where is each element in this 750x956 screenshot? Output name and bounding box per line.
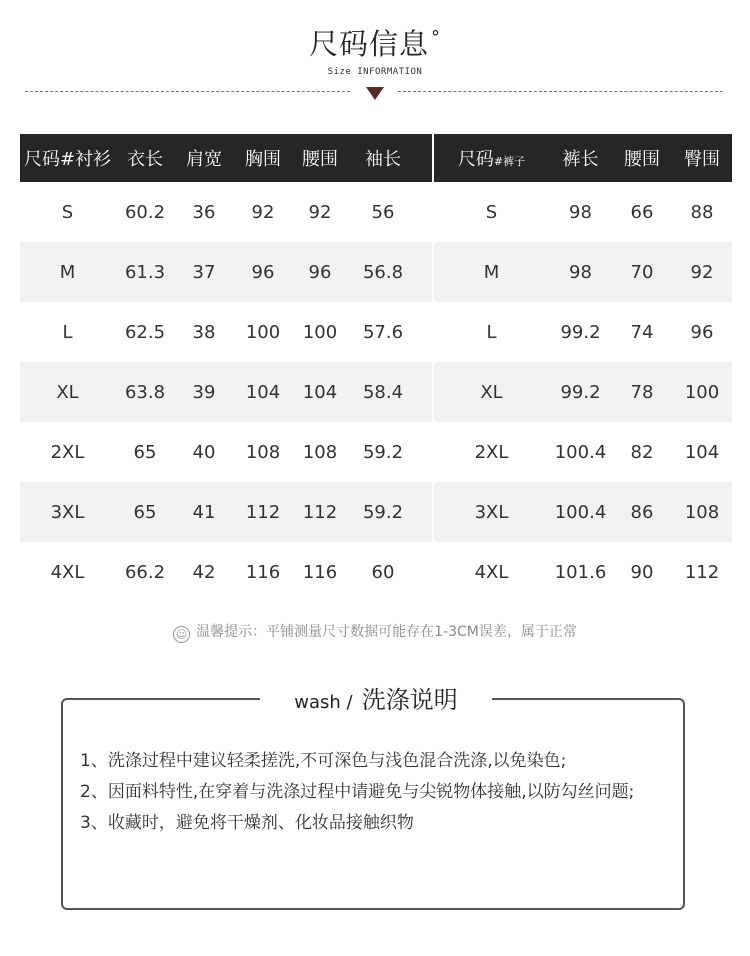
page-subtitle: Size INFORMATION: [327, 67, 423, 77]
measure-cell: 100: [684, 381, 720, 403]
header-cell: 腰围: [624, 149, 660, 170]
measure-cell: 70: [630, 261, 654, 283]
measure-cell: 56: [371, 201, 395, 223]
size-tables: [20, 134, 732, 612]
wash-list: [80, 746, 680, 839]
measure-cell: 37: [192, 261, 216, 283]
size-cell: 3XL: [474, 501, 509, 523]
size-cell: M: [59, 261, 76, 283]
size-cell: 4XL: [474, 561, 509, 583]
shirt-rows: [20, 182, 432, 602]
measure-cell: 104: [302, 381, 338, 403]
header-cell: 裤长: [562, 149, 599, 170]
measure-cell: 98: [569, 261, 592, 283]
measure-cell: 62.5: [124, 321, 166, 343]
wash-item: 3、收藏时，避免将干燥剂、化妆品接触织物: [80, 813, 414, 833]
header-cell: [434, 145, 549, 171]
header-cell: 胸围: [245, 149, 281, 170]
table-row: [434, 362, 732, 422]
table-row: [434, 542, 732, 602]
table-row: [20, 242, 432, 302]
size-cell: XL: [56, 381, 79, 403]
measure-cell: 41: [192, 501, 216, 523]
measure-cell: 63.8: [124, 381, 166, 403]
size-cell: M: [483, 261, 500, 283]
measure-cell: 100.4: [554, 501, 607, 523]
measure-cell: 96: [308, 261, 332, 283]
measure-cell: 40: [192, 441, 216, 463]
measure-cell: 104: [684, 441, 720, 463]
size-cell: S: [485, 201, 498, 223]
table-row: [434, 302, 732, 362]
measure-cell: 58.4: [362, 381, 404, 403]
measure-cell: 59.2: [362, 501, 404, 523]
measure-cell: 36: [192, 201, 216, 223]
measure-cell: 100: [302, 321, 338, 343]
measure-cell: 42: [192, 561, 216, 583]
header-cell: 肩宽: [186, 149, 222, 170]
size-cell: XL: [480, 381, 503, 403]
header-main: 尺码: [457, 149, 494, 170]
size-cell: S: [61, 201, 74, 223]
wash-item: 1、洗涤过程中建议轻柔搓洗,不可深色与浅色混合洗涤,以免染色;: [80, 751, 567, 771]
measure-cell: 100: [245, 321, 281, 343]
header-sub: #裤子: [493, 155, 526, 168]
measure-cell: 74: [630, 321, 654, 343]
measure-cell: 100.4: [554, 441, 607, 463]
measure-cell: 92: [308, 201, 332, 223]
title-mark: °: [431, 27, 441, 49]
measure-cell: 101.6: [554, 561, 607, 583]
measure-cell: 61.3: [124, 261, 166, 283]
measure-cell: 112: [302, 501, 338, 523]
measure-cell: 82: [630, 441, 654, 463]
size-cell: L: [486, 321, 497, 343]
page-title: [0, 22, 750, 63]
table-row: [20, 302, 432, 362]
shirt-size-table: [20, 134, 432, 602]
measure-cell: 112: [684, 561, 720, 583]
measure-cell: 38: [192, 321, 216, 343]
wash-item: 2、因面料特性,在穿着与洗涤过程中请避免与尖锐物体接触,以防勾丝问题;: [80, 782, 635, 802]
table-row: [434, 482, 732, 542]
table-header: [20, 134, 432, 182]
title-text: 尺码信息: [308, 27, 429, 61]
table-row: [20, 422, 432, 482]
table-row: [20, 542, 432, 602]
measure-cell: 60: [371, 561, 395, 583]
wash-title: [260, 683, 492, 717]
measure-cell: 96: [251, 261, 275, 283]
pants-size-table: [434, 134, 732, 602]
measure-cell: 39: [192, 381, 216, 403]
measure-cell: 99.2: [560, 381, 601, 403]
measure-cell: 104: [245, 381, 281, 403]
measure-cell: 66: [630, 201, 654, 223]
measurement-tip: [0, 621, 750, 643]
measure-cell: 78: [630, 381, 654, 403]
table-row: [434, 422, 732, 482]
measure-cell: 96: [690, 321, 714, 343]
measure-cell: 92: [251, 201, 275, 223]
smile-icon: ☺: [173, 626, 190, 643]
wash-title-en: wash /: [294, 692, 353, 713]
measure-cell: 98: [569, 201, 592, 223]
measure-cell: 59.2: [362, 441, 404, 463]
measure-cell: 108: [684, 501, 720, 523]
header-cell: 臀围: [684, 149, 720, 170]
measure-cell: 65: [133, 441, 157, 463]
table-row: [20, 362, 432, 422]
size-cell: 3XL: [50, 501, 85, 523]
size-cell: 4XL: [50, 561, 85, 583]
measure-cell: 86: [630, 501, 654, 523]
header-cell: 衣长: [127, 149, 163, 170]
measure-cell: 108: [245, 441, 281, 463]
table-header: [434, 134, 732, 182]
measure-cell: 116: [245, 561, 281, 583]
tip-text: 温馨提示：平铺测量尺寸数据可能存在1-3CM误差，属于正常: [196, 624, 577, 640]
measure-cell: 60.2: [124, 201, 166, 223]
pants-rows: [434, 182, 732, 602]
wash-title-zh: 洗涤说明: [361, 686, 458, 714]
header-cell: 尺码#衬衫: [23, 149, 112, 170]
down-triangle-icon: [366, 87, 384, 100]
measure-cell: 90: [630, 561, 654, 583]
header-cell: 腰围: [302, 149, 338, 170]
divider-right: [398, 91, 723, 92]
measure-cell: 88: [690, 201, 714, 223]
table-row: [20, 482, 432, 542]
measure-cell: 116: [302, 561, 338, 583]
header-cell: 袖长: [365, 149, 401, 170]
divider-left: [25, 91, 350, 92]
table-row: [434, 182, 732, 242]
size-cell: 2XL: [50, 441, 85, 463]
measure-cell: 57.6: [362, 321, 404, 343]
size-cell: 2XL: [474, 441, 509, 463]
measure-cell: 66.2: [124, 561, 166, 583]
measure-cell: 99.2: [560, 321, 601, 343]
measure-cell: 92: [690, 261, 714, 283]
measure-cell: 112: [245, 501, 281, 523]
measure-cell: 108: [302, 441, 338, 463]
measure-cell: 65: [133, 501, 157, 523]
table-row: [434, 242, 732, 302]
measure-cell: 56.8: [362, 261, 404, 283]
table-row: [20, 182, 432, 242]
size-cell: L: [62, 321, 73, 343]
